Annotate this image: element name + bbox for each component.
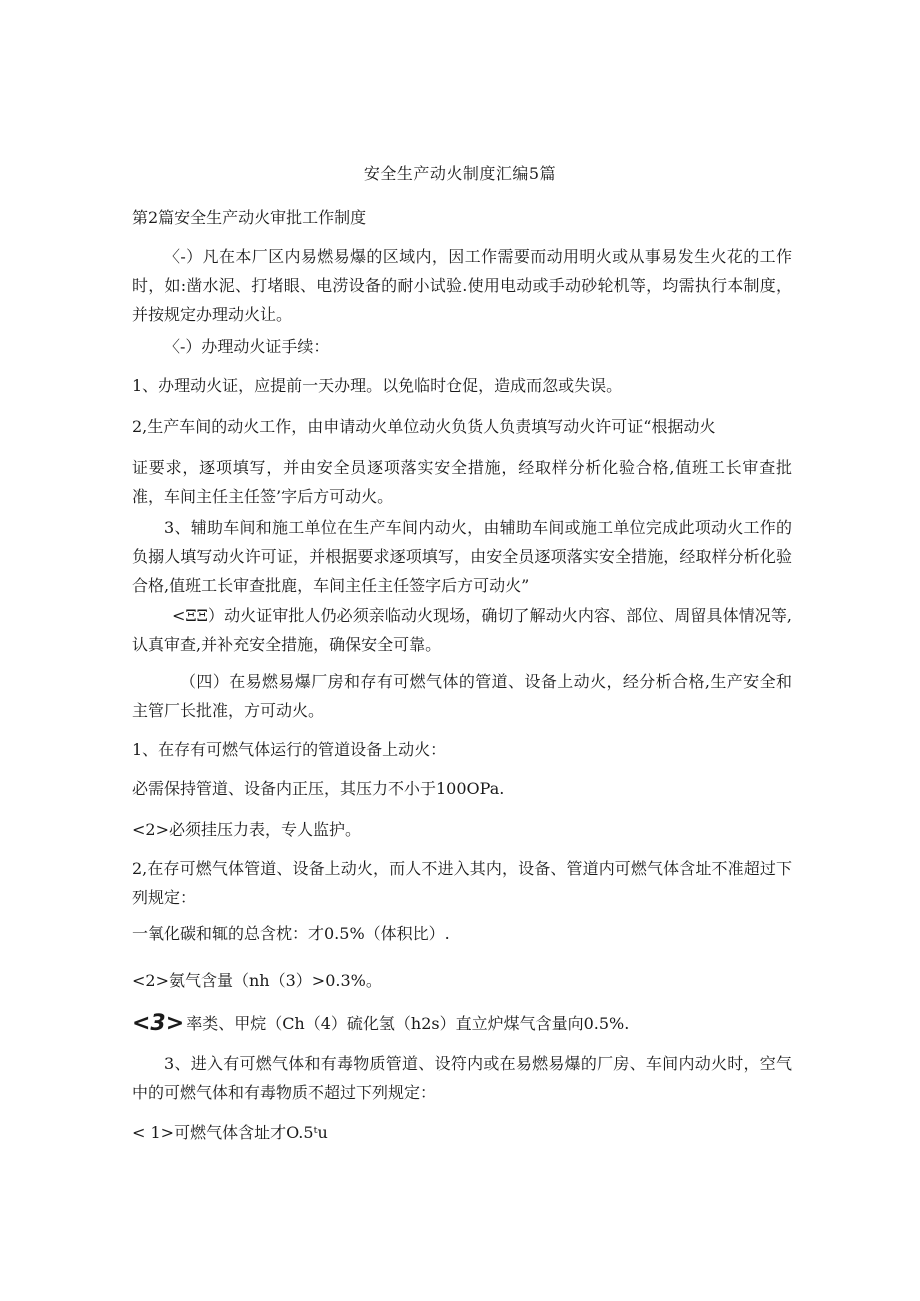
document-title: 安全生产动火制度汇编5篇 bbox=[363, 164, 557, 183]
paragraph-1: 〈-）凡在本厂区内易燃易爆的区域内，因工作需要而动用明火或从事易发生火花的工作时，如:凿水泥、打堵眼、电涝设备的耐小试验.使用电动或手动砂轮机等，均需执行本制度，并按规定办理动火让。 bbox=[132, 247, 792, 324]
paragraph-15 bbox=[132, 1009, 792, 1038]
list-marker: <3> bbox=[132, 1011, 185, 1036]
paragraph-9: 1、在存有可燃气体运行的管道设备上动火： bbox=[132, 740, 447, 759]
section-heading: 第2篇安全生产动火审批工作制度 bbox=[132, 208, 367, 227]
paragraph-11: <2>必须挂压力表，专人监护。 bbox=[132, 820, 361, 839]
paragraph-6: 3、辅助车间和施工单位在生产车间内动火，由辅助车间或施工单位完成此项动火工作的负搦人填写动火许可证，并根据要求逐项填写，由安全员逐项落实安全措施，经取样分析化验合格,值班工长审查批鹿，车间主任主任签字后方可动火” bbox=[132, 518, 792, 595]
paragraph-3: 1、办理动火证，应提前一天办理。以免临时仓促，造成而忽或失误。 bbox=[132, 376, 623, 395]
paragraph-7: <ΞΞ）动火证审批人仍必须亲临动火现场，确切了解动火内容、部位、周留具体情况等,认真审查,并补充安全措施，确保安全可靠。 bbox=[132, 606, 792, 654]
paragraph-13: 一氧化碳和辄的总含枕：才0.5%（体积比）. bbox=[132, 924, 450, 943]
paragraph-12: 2,在存可燃气体管道、设备上动火，而人不进入其内，设备、管道内可燃气体含址不准超过下列规定： bbox=[132, 859, 792, 907]
paragraph-17: < 1>可燃气体含址才O.5ᵗu bbox=[132, 1123, 328, 1142]
paragraph-2: 〈-）办理动火证手续： bbox=[164, 337, 330, 356]
paragraph-14: <2>氨气含量（nh（3）>0.3%。 bbox=[132, 971, 382, 990]
paragraph-4: 2,生产车间的动火工作，由申请动火单位动火负货人负责填写动火许可证“根据动火 bbox=[132, 417, 716, 436]
paragraph-15-text: 率类、甲烷（Ch（4）硫化氢（h2s）直立炉煤气含量向0.5%. bbox=[186, 1014, 630, 1033]
paragraph-16: 3、进入有可燃气体和有毒物质管道、设符内或在易燃易爆的厂房、车间内动火时，空气中的可燃气体和有毒物质不超过下列规定： bbox=[132, 1054, 792, 1102]
paragraph-8: （四）在易燃易爆厂房和存有可燃气体的管道、设备上动火，经分析合格,生产安全和主管厂长批准，方可动火。 bbox=[132, 672, 792, 720]
paragraph-10: 必需保持管道、设备内正压，其压力不小于100OPa. bbox=[132, 779, 505, 798]
paragraph-5: 证要求，逐项填写，并由安全员逐项落实安全措施，经取样分析化验合格,值班工长审查批准，车间主任主任签’字后方可动火。 bbox=[132, 458, 792, 506]
